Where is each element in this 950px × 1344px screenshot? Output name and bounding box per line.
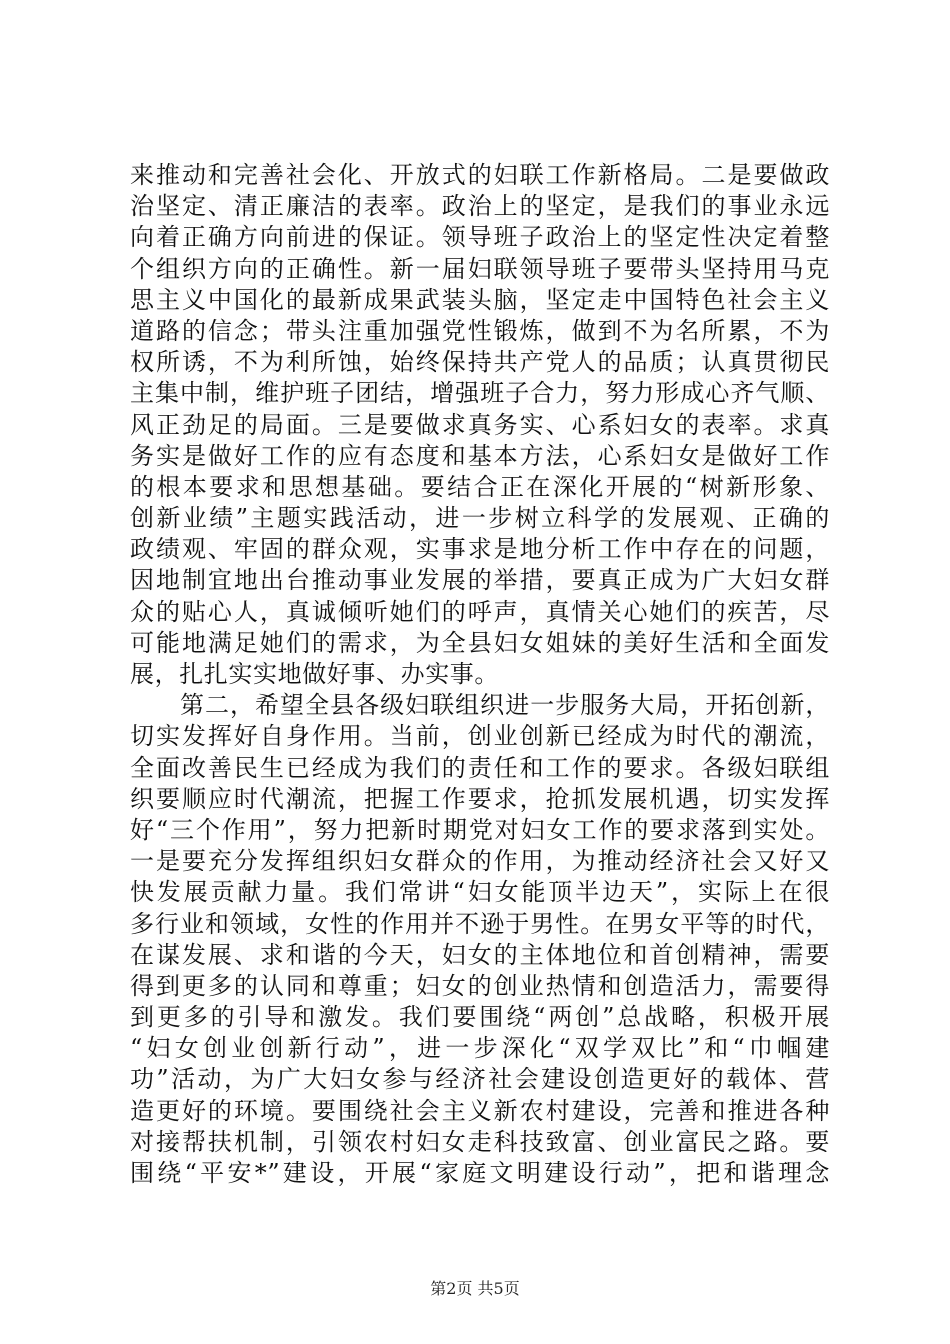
text-line: 风正劲足的局面。三是要做求真务实、心系妇女的表率。求真 <box>130 410 830 439</box>
text-line: 好“三个作用”，努力把新时期党对妇女工作的要求落到实处。 <box>130 815 830 844</box>
page-number-footer: 第2页 共5页 <box>430 1279 520 1298</box>
text-line: 围绕“平安*”建设，开展“家庭文明建设行动”，把和谐理念 <box>130 1159 830 1187</box>
text-line: 个组织方向的正确性。新一届妇联领导班子要带头坚持用马克 <box>130 254 830 283</box>
text-line: 造更好的环境。要围绕社会主义新农村建设，完善和推进各种 <box>130 1096 830 1125</box>
text-line: 展，扎扎实实地做好事、办实事。 <box>130 660 499 688</box>
text-line: 一是要充分发挥组织妇女群众的作用，为推动经济社会又好又 <box>130 847 830 876</box>
text-line: 的根本要求和思想基础。要结合正在深化开展的“树新形象、 <box>130 472 830 501</box>
text-line: “妇女创业创新行动”，进一步深化“双学双比”和“巾帼建 <box>130 1034 830 1063</box>
text-line: 全面改善民生已经成为我们的责任和工作的要求。各级妇联组 <box>130 753 830 782</box>
text-line: 务实是做好工作的应有态度和基本方法，心系妇女是做好工作 <box>130 441 830 470</box>
text-line: 功”活动，为广大妇女参与经济社会建设创造更好的载体、营 <box>130 1065 830 1094</box>
text-line: 道路的信念；带头注重加强党性锻炼，做到不为名所累，不为 <box>130 316 830 345</box>
text-line: 多行业和领域，女性的作用并不逊于男性。在男女平等的时代， <box>130 909 830 938</box>
text-line: 第二，希望全县各级妇联组织进一步服务大局，开拓创新， <box>180 691 830 720</box>
text-line: 众的贴心人，真诚倾听她们的呼声，真情关心她们的疾苦，尽 <box>130 597 830 626</box>
text-line: 可能地满足她们的需求，为全县妇女姐妹的美好生活和全面发 <box>130 628 830 657</box>
text-line: 治坚定、清正廉洁的表率。政治上的坚定，是我们的事业永远 <box>130 192 830 221</box>
text-line: 得到更多的认同和尊重；妇女的创业热情和创造活力，需要得 <box>130 971 830 1000</box>
text-line: 在谋发展、求和谐的今天，妇女的主体地位和首创精神，需要 <box>130 940 830 969</box>
text-line: 因地制宜地出台推动事业发展的举措，要真正成为广大妇女群 <box>130 566 830 595</box>
text-line: 快发展贡献力量。我们常讲“妇女能顶半边天”，实际上在很 <box>130 878 830 907</box>
text-line: 织要顺应时代潮流，把握工作要求，抢抓发展机遇，切实发挥 <box>130 784 830 813</box>
text-line: 创新业绩”主题实践活动，进一步树立科学的发展观、正确的 <box>130 504 830 533</box>
text-line: 来推动和完善社会化、开放式的妇联工作新格局。二是要做政 <box>130 161 830 189</box>
text-line: 主集中制，维护班子团结，增强班子合力，努力形成心齐气顺、 <box>130 379 830 408</box>
text-line: 政绩观、牢固的群众观，实事求是地分析工作中存在的问题， <box>130 535 830 564</box>
text-line: 对接帮扶机制，引领农村妇女走科技致富、创业富民之路。要 <box>130 1127 830 1156</box>
text-line: 到更多的引导和激发。我们要围绕“两创”总战略，积极开展 <box>130 1003 830 1032</box>
text-line: 向着正确方向前进的保证。领导班子政治上的坚定性决定着整 <box>130 223 830 252</box>
text-line: 切实发挥好自身作用。当前，创业创新已经成为时代的潮流， <box>130 722 830 751</box>
body-text <box>130 160 830 1189</box>
text-line: 权所诱，不为利所蚀，始终保持共产党人的品质；认真贯彻民 <box>130 348 830 377</box>
text-line: 思主义中国化的最新成果武装头脑，坚定走中国特色社会主义 <box>130 285 830 314</box>
